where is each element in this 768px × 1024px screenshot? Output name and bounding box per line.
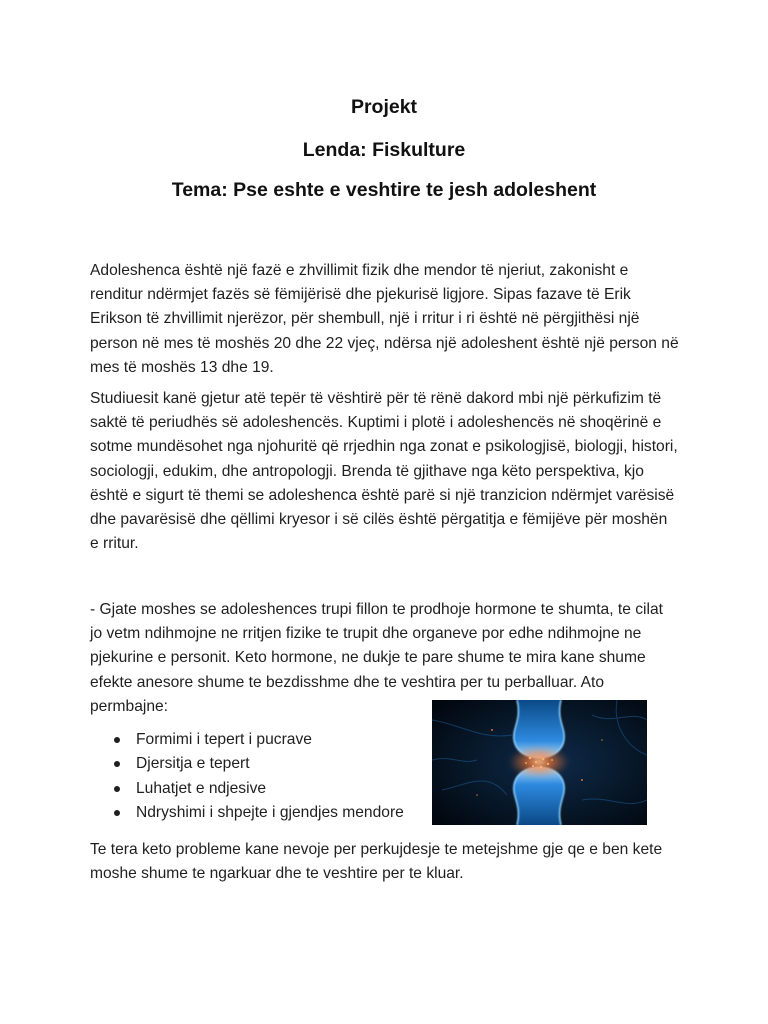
- topic-heading: Tema: Pse eshte e veshtire te jesh adoleshent: [171, 179, 597, 201]
- list-item-text: Djersitja e tepert: [136, 755, 250, 773]
- effects-list: [112, 728, 404, 826]
- list-item: [112, 777, 404, 801]
- neuron-synapse-icon: [432, 700, 647, 825]
- conclusion-paragraph: Te tera keto probleme kane nevoje per perkujdesje te metejshme gje qe e ben kete moshe shume te ngarkuar dhe te veshtire per te kluar.: [90, 841, 663, 883]
- document-title: Projekt: [350, 96, 418, 118]
- subject-heading: Lenda: Fiskulture: [302, 139, 466, 161]
- list-item-text: Luhatjet e ndjesive: [136, 779, 267, 797]
- bullet-icon: [114, 761, 120, 767]
- definition-paragraph: Studiuesit kanë gjetur atë tepër të vështirë për të rënë dakord mbi një përkufizim të saktë të periudhës së adoleshencës. Kuptimi i plotë i adoleshencës në shoqërinë e sotme mundësohet nga njohuritë që rrjedhin nga zonat e psikologjisë, biologji, histori, sociologji, edukim, dhe antropologji. Brenda të gjithave nga këto perspektiva, kjo është e sigurt të themi se adoleshenca është parë si një tranzicion ndërmjet varësisë dhe pavarësisë dhe qëllimi kryesor i së cilës është përgatitja e fëmijëve për moshën e rritur.: [90, 390, 678, 553]
- bullet-icon: [114, 786, 120, 792]
- list-item: [112, 752, 404, 776]
- hormones-paragraph: - Gjate moshes se adoleshences trupi fillon te prodhoje hormone te shumta, te cilat jo vetm ndihmojne ne rritjen fizike te trupit dhe organeve por edhe ndihmojne ne pjekurine e personit. Keto hormone, ne dukje te pare shume te mira kane shume efekte anesore shume te bezdisshme dhe te veshtira per tu perballuar. Ato permbajne:: [90, 601, 663, 715]
- intro-paragraph: Adoleshenca është një fazë e zhvillimit fizik dhe mendor të njeriut, zakonisht e renditur ndërmjet fazës së fëmijërisë dhe pjekurisë ligjore. Sipas fazave të Erik Erikson të zhvillimit njerëzor, për shembull, një i rritur i ri është në përgjithësi një person në mes të moshës 20 dhe 22 vjeç, ndërsa një adoleshent është një person në mes të moshës 13 dhe 19.: [90, 262, 679, 376]
- list-item-text: Formimi i tepert i pucrave: [136, 731, 312, 748]
- bullet-icon: [114, 737, 120, 743]
- list-item-text: Ndryshimi i shpejte i gjendjes mendore: [136, 804, 404, 822]
- bullet-icon: [114, 810, 120, 816]
- list-item: [112, 728, 404, 752]
- list-item: [112, 801, 404, 825]
